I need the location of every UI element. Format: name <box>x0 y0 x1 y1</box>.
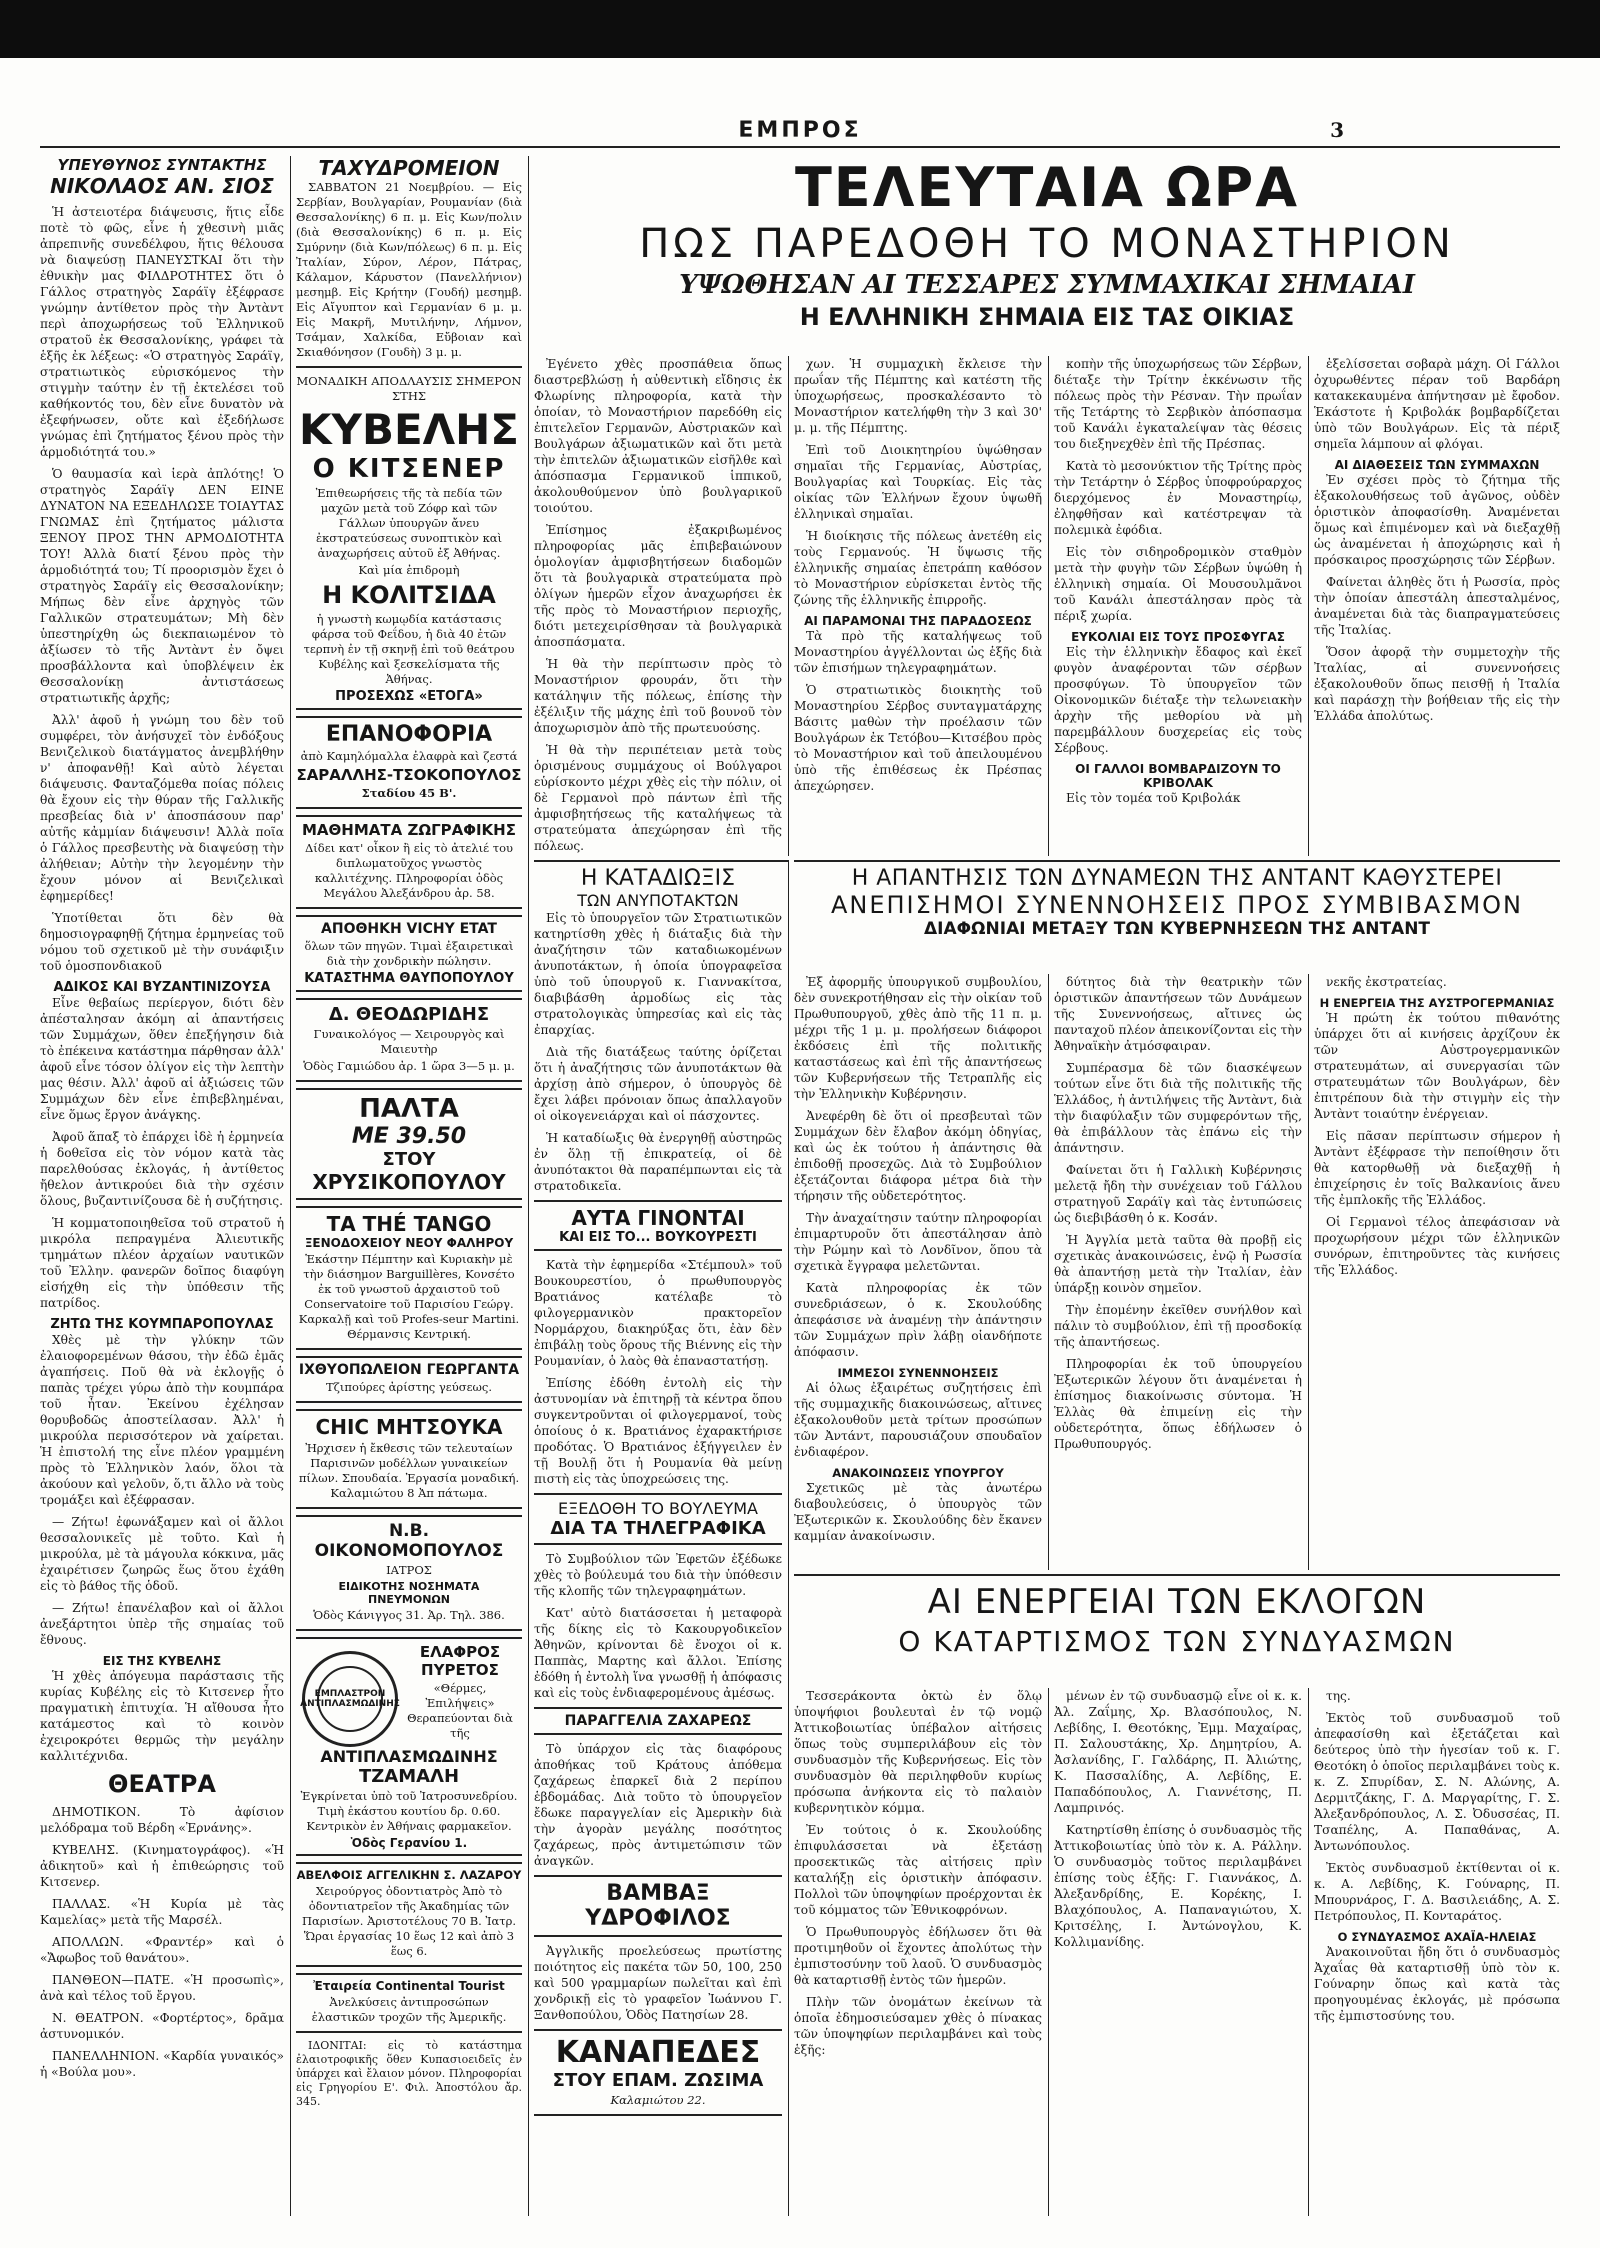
article-line3: ΔΙΑΦΩΝΙΑΙ ΜΕΤΑΞΥ ΤΩΝ ΚΥΒΕΡΝΗΣΕΩΝ ΤΗΣ ΑΝΤΑΝΤ <box>923 919 1431 939</box>
col1-paragraph: Ἡ χθὲς ἀπόγευμα παράστασις τῆς κυρίας Κυβέλης εἰς τὸ Κιτσενερ ἦτο πραγματικὴ ἐπιτυχία. Ἡ αἴθουσα ἦτο κατάμεστος καὶ τὸ κοινὸν ἐχειροκρότει θερμῶς τὴν μεγάλην καλλιτέχνιδα. <box>40 1669 284 1763</box>
article-paragraph: Κατὰ τὸ μεσονύκτιον τῆς Τρίτης πρὸς τὴν Τετάρτην ὁ Σέρβος ὑποφρούραρχος διερχόμενος ἐν Μοναστηρίῳ, ἐληφθῆσαν καὶ κατέστρεψαν τὰ πολεμικὰ ἐφόδια. <box>1054 459 1302 537</box>
page-number: 3 <box>1330 118 1344 142</box>
ad-sofas <box>534 2029 782 2116</box>
article-paragraph: Τὴν ἐπομένην ἐκεῖθεν συνήλθον καὶ πάλιν τὸ συμβούλιον, ἐπὶ τῇ προσδοκίᾳ τῆς ἀπαντήσεως. <box>1054 1303 1302 1349</box>
ad-text: Ἀνελκύσεις ἀντιπροσώπων ἐλαστικῶν τροχῶν τῆς Ἀμερικῆς. <box>311 1995 507 2024</box>
section-heading: ΕΙΣ ΤΗΣ ΚΥΒΕΛΗΣ <box>102 1654 222 1668</box>
ad-spec: ΕΙΔΙΚΟΤΗΣ ΝΟΣΗΜΑΤΑ ΠΝΕΥΜΟΝΩΝ <box>338 1580 480 1606</box>
theatre-item: ΠΑΝΘΕΟΝ—ΠΑΤΕ. «Ἡ προσωπὶς», ἀνὰ καὶ τέλος τοῦ ἔργου. <box>40 1973 284 2003</box>
ad-antiplasmodini <box>296 1637 522 1856</box>
article5-col-b <box>1054 1688 1302 2216</box>
article-paragraph: Εἰς τὴν ἑλληνικὴν ἔδαφος καὶ ἐκεῖ φυγὸν ἀναφέρονται τῶν σέρβων προσφύγων. Τὸ ὑπουργεῖον τῶν Οἰκονομικῶν διέταξε τὴν τελωνειακὴν ἀρχὴν τῆς μεθορίου νὰ μὴ παρεμβάλλουν δυσχερείας εἰς τοὺς Σέρβους. <box>1054 645 1302 755</box>
column-rule <box>788 860 789 2216</box>
ad-chic <box>296 1409 522 1509</box>
article-paragraph: Ἐν σχέσει πρὸς τὸ ζήτημα τῆς ἐξακολουθήσεως τοῦ ἀγῶνος, οὐδὲν ὁριστικὸν ἀποφασίσθη. Ἀναμένεται ὅμως καὶ ἐπιμένομεν καὶ νὰ διεξαχθῇ ὡς ἀναμένεται ἡ ἀποχώρησις καὶ ἡ πρόσκαιρος προσχώρησις τῶν Σέρβων. <box>1314 473 1560 567</box>
box-bucharest <box>534 1200 782 1251</box>
column-6-top <box>1314 356 1560 856</box>
ad-address: Ὁδὸς Γαμιώδου ἀρ. 1 ὥρα 3—5 μ. μ. <box>303 1059 515 1073</box>
article4-col-c <box>1314 974 1560 1570</box>
ad-text: Ἑκάστην Πέμπτην καὶ Κυριακὴν μὲ τὴν διάσημον Barguillères, Κονσέτο ἐκ τοῦ γνωστοῦ ἀρχαιστοῦ τοῦ Conservatoire τοῦ Παρισίου Γεώργ. Καρκαλῇ καὶ τοῦ Profes-seur Martini. Θέρμανσις Κεντρική. <box>298 1252 520 1341</box>
article-paragraph: Ὅσον ἀφορᾷ τὴν συμμετοχὴν τῆς Ἰταλίας, αἱ συνεννοήσεις ἐξακολουθοῦν ὅπως πεισθῇ ἡ Ἰταλία καὶ παράσχῃ τὴν βοήθειαν τῆς εἰς τὴν Ἑλλάδα ἀπολύτως. <box>1314 645 1560 723</box>
ad-doctor-oikonomopoulos <box>296 1515 522 1631</box>
main-headline <box>534 156 1560 352</box>
ad-name: ΣΑΡΑΛΛΗΣ-ΤΣΟΚΟΠΟΥΛΟΣ <box>296 766 522 784</box>
theatre-item: ΠΑΛΛΑΣ. «Ἡ Κυρία μὲ τὰς Καμελίας» μετὰ τῆς Μαρσέλ. <box>40 1897 284 1927</box>
box-title: ΕΞΕΔΟΘΗ ΤΟ ΒΟΥΛΕΥΜΑ <box>558 1499 758 1518</box>
article-title: Η ΚΑΤΑΔΙΩΞΙΣ <box>580 866 736 891</box>
seal-stamp-icon <box>302 1651 398 1747</box>
theatre-item: ΚΥΒΕΛΗΣ. (Κινηματογράφος). «Ἡ ἀδικητοῦ» καὶ ἡ ἐπιθεώρησις τοῦ Κιτσενερ. <box>40 1843 284 1889</box>
ad-kyveli <box>296 366 522 710</box>
box-title: ΠΑΡΑΓΓΕΛΙΑ ΖΑΧΑΡΕΩΣ <box>564 1713 752 1729</box>
headline-line4: Η ΕΛΛΗΝΙΚΗ ΣΗΜΑΙΑ ΕΙΣ ΤΑΣ ΟΙΚΙΑΣ <box>799 303 1295 331</box>
ad-doctor-theodoridis <box>296 998 522 1082</box>
section-heading: Ο ΣΥΝΔΥΑΣΜΟΣ ΑΧΑΪΑ-ΗΛΕΙΑΣ <box>1337 1930 1537 1944</box>
article-paragraph: δύτητος διὰ τὴν θεατρικὴν τῶν ὁριστικῶν ἀπαντήσεων τῶν Δυνάμεων τῆς Συνεννοήσεως, αἴτινες ὡς πανταχοῦ πλέον ἀπεικονίζονται εἰς τὴν Ἀθηναϊκὴν ἀτμόσφαιραν. <box>1054 975 1302 1053</box>
ad-fishmonger <box>296 1356 522 1403</box>
article-paragraph: Ἐξ ἀφορμῆς ὑπουργικοῦ συμβουλίου, δὲν συνεκροτήθησαν εἰς τὴν οἰκίαν τοῦ Πρωθυπουργοῦ, χθὲς ἀπὸ τῆς 11 π. μ. μέχρι τῆς 1 μ. μ. προλήσεων διάφοροι ἐκδόσεις ἐπὶ τῆς πολιτικῆς καταστάσεως καὶ ἐπὶ τῆς ἀπαντήσεως τῶν Κυβερνήσεων τῆς Τετραπλῆς εἰς τὴν Ἑλληνικὴν Κυβέρνησιν. <box>794 975 1042 1101</box>
col1-paragraph: — Ζήτω! ἐπανέλαβον καὶ οἱ ἄλλοι ἀνεξάρτητοι ὑπὲρ τῆς σημαίας τοῦ ἔθνους. <box>40 1601 284 1647</box>
section-heading: ΑΙ ΠΑΡΑΜΟΝΑΙ ΤΗΣ ΠΑΡΑΔΟΣΕΩΣ <box>804 614 1032 628</box>
ad-sub: ΞΕΝΟΔΟΧΕΙΟΥ ΝΕΟΥ ΦΑΛΗΡΟΥ <box>304 1236 514 1250</box>
box-title: ΑΥΤΑ ΓΙΝΟΝΤΑΙ <box>571 1206 745 1230</box>
col1-paragraph: Ἀφοῦ ἅπαξ τὸ ἐπάρχει ἰδὲ ἡ ἑρμηνεία ἡ δοθεῖσα εἰς τὸν νόμον κατὰ τὰς παρελθούσας ἐκλογάς, ἡ ἀντίθετος ἤθελον ἀντικρούει διὰ τὴν σχέσιν ὅλους, βυζαντινίζουσα δὲ ἡ συζήτησις. <box>40 1130 284 1208</box>
ad-text: ΙΔΟΝΙΤΑΙ: εἰς τὸ κατάστημα ἐλαιοτροφικῆς ὅθεν Κυπασιοειδεῖς ἐν ὑπάρχει καὶ ἔλαιον μόνον. Πληροφορίαι εἰς Γρηγορίου Ε'. Φιλ. Ἀποστόλου ἄρ. 345. <box>296 2039 522 2108</box>
seal-text: ΕΜΠΛΑΣΤΡΟΝ ΑΝΤΙΠΛΑΣΜΩΔΙΝΗΣ <box>317 1666 383 1732</box>
ad-title: Ν.Β. ΟΙΚΟΝΟΜΟΠΟΥΛΟΣ <box>314 1521 504 1561</box>
editor-label: ΥΠΕΥΘΥΝΟΣ ΣΥΝΤΑΚΤΗΣ <box>57 156 267 174</box>
ad-text: Ἀγγλικῆς προελεύσεως πρωτίστης ποιότητος εἰς πακέτα τῶν 50, 100, 250 καὶ 500 γραμμαρίων πωλεῖται καὶ ἐπὶ χονδρικῇ εἰς τὸ γραφεῖον Ἰωάννου Γ. Ξανθοπούλου, Ὁδὸς Πατησίων 28. <box>534 1944 782 2022</box>
ad-name: ΤΖΑΜΑΛΗ <box>358 1766 460 1787</box>
section-heading: ΑΔΙΚΟΣ ΚΑΙ ΒΥΖΑΝΤΙΝΙΖΟΥΣΑ <box>53 980 271 995</box>
article-paragraph: Εἰς τὸ ὑπουργεῖον τῶν Στρατιωτικῶν κατηρτίσθη χθὲς ἡ διάταξις διὰ τὴν ἀναζήτησιν τῶν καταδιωκομένων ἀνυποτάκτων, ἡ ὁποία ὑπογραφεῖσα ὑπὸ τοῦ ὑπουργοῦ κ. Γιαννακίτσα, διαβιβάσθη ἀρμοδίως εἰς τὰς στρατολογικὰς ὑπηρεσίας καὶ εἰς τὰς ἐπαρχίας. <box>534 911 782 1037</box>
ad-text: Τζιπούρες ἀρίστης γεύσεως. <box>325 1380 493 1394</box>
section-rule <box>794 860 1560 862</box>
masthead-rule <box>40 146 1560 148</box>
section-heading: ΑΙ ΔΙΑΘΕΣΕΙΣ ΤΩΝ ΣΥΜΜΑΧΩΝ <box>1334 458 1540 472</box>
ad-cotton <box>534 1875 782 1937</box>
column-2-ads <box>296 156 522 2216</box>
headline-subtitle: ΠΩΣ ΠΑΡΕΔΟΘΗ ΤΟ ΜΟΝΑΣΤΗΡΙΟΝ <box>639 221 1455 267</box>
box-subtitle: ΚΑΙ ΕΙΣ ΤΟ... ΒΟΥΚΟΥΡΕΣΤΙ <box>559 1230 757 1245</box>
ad-title: Δ. ΘΕΟΔΩΡΙΔΗΣ <box>328 1004 490 1025</box>
ad-address: Καλαμιώτου 22. <box>610 2093 706 2107</box>
ad-title: ΠΑΛΤΑ <box>359 1094 459 1124</box>
article-paragraph: Κατὰ πληροφορίας ἐκ τῶν συνεδριάσεων, ὁ κ. Σκουλούδης ἀπεφάσισε νὰ ἀναμένῃ τὴν ἀπάντησιν τῶν Συμμάχων πρὶν λάβῃ οἱανδήποτε ἀπόφασιν. <box>794 1281 1042 1359</box>
article-paragraph: Ἐπίσης ἐδόθη ἐντολὴ εἰς τὴν ἀστυνομίαν νὰ ἐπιτηρῇ τὰ κέντρα ὅπου συγκεντροῦνται οἱ φιλογερμανοί, τοὺς ὁποίους ὁ κ. Βρατιάνος ἐχαρακτήρισε προδότας. Ὁ Βρατιάνος ἐξήγγειλεν ἐν τῇ Βουλῇ ὅτι ἡ Ρουμανία θὰ μείνῃ πιστὴ εἰς τὰς ὑποχρεώσεις της. <box>534 1376 782 1486</box>
col1-paragraph: — Ζήτω! ἐφωνάξαμεν καὶ οἱ ἄλλοι θεσσαλονικεῖς μὲ τοῦτο. Καὶ ἡ μικρούλα, μὲ τὰ μάγουλα κόκκινα, μᾶς ἐχαιρέτισεν ζωηρῶς ἕως ὅτου ἐχάθη εἰς τὸ βάθος τῆς ὁδοῦ. <box>40 1515 284 1593</box>
theatre-item: ΑΠΟΛΛΩΝ. «Φραντέρ» καὶ ὁ «Ἄφωβος τοῦ θανάτου». <box>40 1935 284 1965</box>
ad-address: Ὁδὸς Κάνιγγος 31. Ἀρ. Τηλ. 386. <box>313 1608 505 1622</box>
ad-title: ΜΑΘΗΜΑΤΑ ΖΩΓΡΑΦΙΚΗΣ <box>302 821 516 839</box>
article4-col-a <box>794 974 1042 1570</box>
article-paragraph: νεκῆς ἐκστρατείας. <box>1326 975 1447 989</box>
ad-name: ΧΡΥΣΙΚΟΠΟΥΛΟΥ <box>312 1170 506 1194</box>
article-paragraph: Οἱ Γερμανοὶ τέλος ἀπεφάσισαν νὰ προχωρήσουν μέχρι τῶν ἑλληνικῶν συνόρων, ἐπιτηροῦντες τὰς κινήσεις τῆς Ἑλλάδος. <box>1314 1215 1560 1277</box>
article-paragraph: Ἡ πρώτη ἐκ τούτου πιθανότης ὑπάρχει ὅτι αἱ κινήσεις ἀρχίζουν ἐκ τῶν Αὐστρογερμανικῶν στρατευμάτων, αἱ συνεργασίαι τῶν στρατευμάτων τῶν Βουλγάρων, δὲν ἐπιτρέπουν διὰ τὴν στιγμὴν εἰς τὴν Ἀντὰντ τοιαύτην ἐνέργειαν. <box>1314 1011 1560 1121</box>
ad-title: ΤΑ ΤΗÉ TANGO <box>326 1212 492 1236</box>
article-paragraph: Ὁ στρατιωτικὸς διοικητὴς τοῦ Μοναστηρίου Σέρβος συνταγματάρχης Βάσιτς μαθὼν τὴν προέλασιν τῶν Βουλγάρων ἐκ Τετόβου—Κιτσέβου πρὸς τὸ Μοναστήριον καὶ τοῦ ἀπειλουμένου ὑπὸ τῆς ἐπιθέσεως ἐκ Πρέσπας ἀπεχώρησεν. <box>794 683 1042 793</box>
section-heading: ΖΗΤΩ ΤΗΣ ΚΟΥΜΠΑΡΟΠΟΥΛΑΣ <box>50 1317 274 1332</box>
ad-text: Καὶ μία ἐπιδρομὴ <box>358 563 460 577</box>
section-rule <box>534 860 788 862</box>
ad-text: Ἠρχισεν ἡ ἔκθεσις τῶν τελευταίων Παρισινῶν μοδέλλων γυναικείων πίλων. Σπουδαία. Ἐργασία μοναδική. Καλαμιώτου 8 Ἀπ πάτωμα. <box>298 1441 520 1500</box>
ad-title: ΕΠΑΝΟΦΟΡΙΑ <box>325 722 493 747</box>
ad-title: Η ΚΟΛΙΤΣΙΔΑ <box>322 581 496 609</box>
article-paragraph: Ἀνεφέρθη δὲ ὅτι οἱ πρεσβευταὶ τῶν Συμμάχων δὲν ἔλαβον ἀκόμη ὁδηγίας, καὶ ὡς ἐκ τούτου ἡ ἀπάντησις θὰ ἐπιδοθῇ προσεχῶς. Διὰ τὸ Συμβούλιον ἐξετάζονται διάφορα μέτρα διὰ τὴν τήρησιν τῆς οὐδετερότητος. <box>794 1109 1042 1203</box>
headline-title: ΤΕΛΕΥΤΑΙΑ ΩΡΑ <box>794 156 1300 219</box>
ad-heading: ΜΟΝΑΔΙΚΗ ΑΠΟΔΛΑΥΣΙΣ ΣΗΜΕΡΟΝ ΣΤΗΣ <box>296 374 522 403</box>
article-paragraph: Συμπέρασμα δὲ τῶν διασκέψεων τούτων εἶνε ὅτι διὰ τῆς πολιτικῆς τῆς Ἑλλάδος, ἡ ἀντιλήψεις τῆς Ἀντὰντ, διὰ τὴν διαφύλαξιν τῶν συμφερόντων τῆς, θὰ ἐπιβάλλουν τὰς ἐπάνω εἰς τὴν ἀπάντησιν. <box>1054 1061 1302 1155</box>
article-paragraph: Ἐν τούτοις ὁ κ. Σκουλούδης ἐπιφυλάσσεται νὰ ἐξετάσῃ προσεκτικῶς τὰς αἰτήσεις πρὶν καταλήξῃ εἰς ὁριστικὴν ἀπόφασιν. Πολλοὶ τῶν ὑποψηφίων προέρχονται ἐκ τοῦ κόμματος τῶν Ἐθνικοφρόνων. <box>794 1823 1042 1917</box>
column-rule <box>1308 356 1309 856</box>
article-paragraph: Κατηρτίσθη ἐπίσης ὁ συνδυασμὸς τῆς Ἀττικοβοιωτίας ὑπὸ τὸν κ. Α. Ράλλην. Ὁ συνδυασμὸς τοῦτος περιλαμβάνει ἐπίσης τοὺς ἑξῆς: Γ. Γιαννάκος, Δ. Ἀλεξανδρίδης, Ε. Κορέκης, Ι. Βλαχόπουλος, Α. Παπαναγιώτου, Χ. Κριτσέλης, Ι. Ἀντώνογλου, Κ. Κολλιμανίδης. <box>1054 1823 1302 1949</box>
post-office-heading: ΤΑΧΥΔΡΟΜΕΙΟΝ <box>318 156 500 180</box>
box-subtitle: ΔΙΑ ΤΑ ΤΗΛΕΓΡΑΦΙΚΑ <box>550 1518 766 1539</box>
article-paragraph: Ἐκτὸς συνδυασμοῦ ἐκτίθενται οἱ κ. κ. Α. Λεβίδης, Κ. Γούναρης, Π. Μπουρνάρος, Γ. Δ. Βασιλειάδης, Α. Σ. Πετρόπουλος, Π. Κονταράτος. <box>1314 1861 1560 1923</box>
ad-tango <box>296 1206 522 1350</box>
article-paragraph: Εἰς τὸν σιδηροδρομικὸν σταθμὸν μετὰ τὴν φυγὴν τῶν Σέρβων ὑψώθη ἡ ἑλληνικὴ σημαία. Οἱ Μουσουλμᾶνοι τοῦ Κανάλι ἀπεστάλησαν πρὸς τὰ πέριξ χωρία. <box>1054 545 1302 623</box>
article-paragraph: ἐξελίσσεται σοβαρὰ μάχη. Οἱ Γάλλοι ὀχυρωθέντες πέραν τοῦ Βαρδάρη κατακεκαυμένα ἀπήντησαν μὲ ἔφοδον. Ἑκάστοτε ἡ Κριβολάκ βομβαρδίζεται ὑπὸ τῶν Βουλγάρων. Εἰς τὰ πέριξ σημεῖα λάμπουν αἱ φλόγαι. <box>1314 357 1560 451</box>
article-paragraph: Αἱ ὁλως ἐξαιρέτως συζητήσεις ἐπὶ τῆς συμμαχικῆς διακοινώσεως, αἴτινες ἐξακολουθοῦν μετὰ τρίτων προσώπων τῶν Ἀντάντ, παρουσιάζουν σπουδαῖον ἐνδιαφέρον. <box>794 1381 1042 1459</box>
ad-overcoats <box>296 716 522 809</box>
ad-footer: Ἐγκρίνεται ὑπὸ τοῦ Ἰατροσυνεδρίου. Τιμὴ ἐκάστου κουτίου δρ. 0.60. Κεντρικὸν ἐν Ἀθήναις φαρμακεῖον. <box>300 1789 518 1833</box>
column-3-lower <box>534 866 782 2216</box>
column-rule <box>1048 356 1049 856</box>
column-3-top <box>534 356 782 856</box>
ad-sub: ΣΤΟΥ ΕΠΑΜ. ΖΩΣΙΜΑ <box>552 2070 764 2091</box>
column-rule <box>1308 974 1309 1570</box>
ad-vichy <box>296 915 522 992</box>
article-paragraph: Τὰ πρὸ τῆς καταλήψεως τοῦ Μοναστηρίου ἀγγέλλονται ὡς ἑξῆς διὰ τῶν ἐπισήμων τηλεγραφημάτων. <box>794 629 1042 675</box>
article-paragraph: Τὴν ἀναχαίτησιν ταύτην πληροφορίαι ἐπιμαρτυροῦν ὅτι ἀπεστάλησαν ἀπὸ τὴν Ρώμην καὶ τὸ Λονδῖνον, ὅπου τὰ σχετικὰ ἔγγραφα μελετῶνται. <box>794 1211 1042 1273</box>
col1-paragraph: Χθὲς μὲ τὴν γλύκην τῶν ἐλαιοφορεμένων θάσου, τὴν ἐδῶ ἐμᾶς ἀγαπήσεις. Ποῦ θὰ νὰ ἐκλογῇς ὁ παπὰς τρέχει γύρω ἀπὸ τὴν κουμπάρα τοῦ ἦταν. Ἐκείνου ἐχέλησαν θορυβοδῶς ἀποστείλασαν. Ἀλλ' ἡ μικρούλα περισσότερον νὰ χαίρεται. Ἡ ἐπιστολή της εἶνε πλέον γραμμένη πρὸς τὸ Ἑλληνικὸν λαόν, ὅλοι τὰ ἀκούουν καὶ γελοῦν, ὅ,τι ἄλλο νὰ τοὺς τρομάξει καὶ ἐξέφρασαν. <box>40 1333 284 1507</box>
ad-subtitle: Ο ΚΙΤΣΕΝΕΡ <box>312 454 506 484</box>
ad-sub: ΙΑΤΡΟΣ <box>386 1563 432 1577</box>
article-paragraph: Πλὴν τῶν ὀνομάτων ἐκείνων τὰ ὁποῖα ἐδημοσιεύσαμεν χθὲς ὁ πίνακας τῶν ὑποψηφίων περιλαμβάνει καὶ τοὺς ἑξῆς: <box>794 1995 1042 2057</box>
article-paragraph: Κατὰ τὴν ἐφημερίδα «Στέμπουλ» τοῦ Βουκουρεστίου, ὁ πρωθυπουργὸς Βρατιάνος κατέλαβε τὸ φιλογερμανικὸν πρακτορεῖον Νορμάρχου, διακηρύξας ὅτι, ἐὰν δὲν ἐπιβάλῃ τοὺς ὅρους τῆς Βιέννης εἰς τὴν Ρουμανίαν, ὁ λαὸς θὰ ἐπαναστατήσῃ. <box>534 1258 782 1368</box>
article-paragraph: Ἡ Ἀγγλία μετὰ ταῦτα θὰ προβῇ εἰς σχετικὰς ἀνακοινώσεις, ἐνῷ ἡ Ρωσσία θὰ ἀπαντήσῃ μετὰ τὴν Ἰταλίαν, ἐὰν ὑπάρξῃ κοινὸν σημεῖον. <box>1054 1233 1302 1295</box>
article-title: Η ΑΠΑΝΤΗΣΙΣ ΤΩΝ ΔΥΝΑΜΕΩΝ ΤΗΣ ΑΝΤΑΝΤ ΚΑΘΥΣΤΕΡΕΙ <box>851 866 1503 891</box>
column-1 <box>40 156 284 2216</box>
column-rule <box>1048 974 1049 1570</box>
ad-title: ΒΑΜΒΑΞ ΥΔΡΟΦΙΛΟΣ <box>585 1881 731 1931</box>
masthead-title: ΕΜΠΡΟΣ <box>738 118 862 143</box>
ad-title: ΙΧΘΥΟΠΩΛΕΙΟΝ ΓΕΩΡΓΑΝΤΑ <box>298 1362 520 1378</box>
ad-text: Χειρούργος ὀδοντιατρὸς Ἀπὸ τὸ ὀδοντιατρεῖον τῆς Ἀκαδημίας τῶν Παρισίων. Ἀριστοτέλους 70 Β. Ἰατρ. Ὥραι ἐργασίας 10 ἕως 12 καὶ ἀπὸ 3 ἕως 6. <box>301 1884 517 1958</box>
article-paragraph: Ἡ θὰ τὴν περίπτωσιν πρὸς τὸ Μοναστήριον φρουράν, ὅτι τὴν κατάληψιν τῆς πόλεως, ἐπίσης τὴν ἐξέλιξιν τῆς μάχης ἐπὶ τοῦ βουνοῦ τὸν ἀποχωρισμὸν ἀπὸ τῆς πρωτευούσης. <box>534 657 782 735</box>
article-paragraph: Ἀνακοινοῦται ἤδη ὅτι ὁ συνδυασμὸς Ἀχαΐας θὰ καταρτισθῇ ὑπὸ τὸν κ. Γούναρην ὅπως καὶ κατὰ τὰς προηγουμένας ἐκλογάς, μὲ πρόσωπα τῆς ἐμπιστοσύνης του. <box>1314 1945 1560 2023</box>
col1-paragraph: Ὑποτίθεται ὅτι δὲν θὰ δημοσιογραφηθῇ ζήτημα ἑρμηνείας τοῦ νόμου τοῦ σχετικοῦ μὲ τὴν συνάφιξιν τοῦ ὁμοσπονδιακοῦ <box>40 911 284 973</box>
article-paragraph: Ἐγένετο χθὲς προσπάθεια ὅπως διαστρεβλώσῃ ἡ αὐθεντικὴ εἴδησις ἐκ Φλωρίνης πληροφορία, κατὰ τὴν ὁποίαν, τὸ Μοναστήριον παρεδόθη εἰς ἐπιτελεῖον Γερμανῶν, Αὐστριακῶν καὶ Βουλγάρων ἀξιωματικῶν καὶ ὅτι μετὰ τὴν ἐπιτελῶν ἀξιωματικῶν εἰσῆλθε καὶ ἀπόσπασμα Γερμανικοῦ ἱππικοῦ, ἀκολουθούμενον ὑπὸ βουλγαρικοῦ τοιούτου. <box>534 357 782 515</box>
theatre-heading: ΘΕΑΤΡΑ <box>108 1770 216 1798</box>
column-4-top <box>794 356 1042 856</box>
article-paragraph: Ἡ διοίκησις τῆς πόλεως ἀνετέθη εἰς τοὺς Γερμανούς. Ἡ ὕψωσις τῆς ἑλληνικῆς σημαίας ἐπετράπη καθόσον τὸ Μοναστήριον εὑρίσκεται ἐντὸς τῆς ζώνης τῆς ἑλληνικῆς ἐπιρροῆς. <box>794 529 1042 607</box>
column-rule <box>788 356 789 856</box>
article-paragraph: Τεσσεράκοντα ὀκτὼ ἐν ὅλῳ ὑποψήφιοι βουλευταὶ ἐν τῷ νομῷ Ἀττικοβοιωτίας ὑπέβαλον αἰτήσεις ὅπως τοὺς συμπεριλάβουν εἰς τὸν συνδυασμὸν τῆς Κυβερνήσεως. Εἰς τὸν συνδυασμὸν θὰ περιληφθοῦν κυρίως πρόσωπα ἀνήκοντα εἰς τὸ παλαιὸν κυβερνητικὸν κόμμα. <box>794 1689 1042 1815</box>
theatre-item: ΔΗΜΟΤΙΚΟΝ. Τὸ ἀφίσιον μελόδραμα τοῦ Βέρδη «Ἐρνάνης». <box>40 1805 284 1835</box>
ad-text: Ἐπιθεωρήσεις τῆς τὰ πεδία τῶν μαχῶν μετὰ τοῦ Ζόφρ καὶ τῶν Γάλλων ὑπουργῶν ἄνευ ἐκστρατεύσεως συνοπτικὸν καὶ ἀναχωρήσεις αὐτοῦ ἐξ Ἀθήνας. <box>315 486 503 560</box>
box-sugar <box>534 1707 782 1735</box>
ad-price: ΜΕ 39.50 <box>351 1124 467 1149</box>
article-paragraph: Ἐπίσημος ἐξακριβωμένος πληροφορίας μᾶς ἐπιβεβαιώνουν ὁμολογίαν ἀμφισβητήσεων διαδομῶν ὅτι τὰ βουλγαρικὰ στρατεύματα πρὸ ὀλίγων ἡμερῶν εἶχον ἀναχωρήσει ἐκ τῆς πρὸς τὸ Μοναστήριον περιοχῆς, διότι μετεχειρίσθησαν τὰ βουλγαρικὰ ἀποσπάσματα. <box>534 523 782 649</box>
ad-title: Ἐταιρεία Continental Tourist <box>313 1979 505 1993</box>
article-paragraph: μένων ἐν τῷ συνδυασμῷ εἶνε οἱ κ. κ. Ἀλ. Ζαΐμης, Χρ. Βλασόπουλος, Ν. Λεβίδης, Ι. Θεοτόκης, Ἐμμ. Μαχαίρας, Π. Σαλουστάκης, Χρ. Δημητρίου, Α. Ἀσλανίδης, Γ. Γαλδάρης, Π. Ἀλιώτης, Κ. Πασσαλίδης, Α. Λεβίδης, Ε. Παπαδόπουλος, Λ. Γιαννέτσης, Π. Λαμπρινός. <box>1054 1689 1302 1815</box>
section-heading: ΟΙ ΓΑΛΛΟΙ ΒΟΜΒΑΡΔΙΖΟΥΝ ΤΟ ΚΡΙΒΟΛΑΚ <box>1075 762 1281 790</box>
ad-title: ΚΥΒΕΛΗΣ <box>298 405 519 454</box>
box-decision <box>534 1493 782 1545</box>
post-office-text: ΣΑΒΒΑΤΟΝ 21 Νοεμβρίου. — Εἰς Σερβίαν, Βουλγαρίαν, Ρουμανίαν (διὰ Θεσσαλονίκης) 6 π. μ. Εἰς Κων/πολιν (διὰ Θεσσαλονίκης) 6 π. μ. Εἰς Σμύρνην (διὰ Κων/πόλεως) 6 π. μ. Εἰς Ἰταλίαν, Σύρον, Λέρον, Πάτρας, Κάλαμον, Κάρυστον (Πανελλήνιον) μεσημβ. Εἰς Κρήτην (Γουδή) μεσημβ. Εἰς Αἴγυπτον καὶ Γερμανίαν 6 μ. μ. Εἰς Μακρῆ, Μυτιλήνην, Λήμνον, Τσάμαν, Χαλκίδα, Εὔβοιαν καὶ Σκιαθόνησον (Γουδὴ) 3 μ. μ. <box>296 180 522 359</box>
article-paragraph: Ἡ καταδίωξις θὰ ἐνεργηθῇ αὐστηρῶς ἐν ὅλῃ τῇ ἐπικρατείᾳ, οἱ δὲ ἀνυπότακτοι θὰ παραπέμπωνται εἰς τὰ στρατοδικεῖα. <box>534 1131 782 1193</box>
ad-painting-lessons <box>296 815 522 909</box>
article-paragraph: Πληροφορίαι ἐκ τοῦ ὑπουργείου Ἐξωτερικῶν λέγουν ὅτι ἀναμένεται ἡ ἐπίσημος διακοίνωσις σύντομα. Ἡ Ἑλλὰς θὰ ἐπιμείνῃ εἰς τὴν οὐδετερότητα, ὅπως ἐδήλωσεν ὁ Πρωθυπουργός. <box>1054 1357 1302 1451</box>
column-rule <box>290 156 291 2216</box>
ad-title: ΑΒΕΛΦΟΙΣ ΑΓΓΕΛΙΚΗΝ Σ. ΛΑΖΑΡΟΥ <box>296 1868 522 1882</box>
article-paragraph: Διὰ τῆς διατάξεως ταύτης ὁρίζεται ὅτι ἡ ἀναζήτησις τῶν ἀνυποτάκτων θὰ ἀρχίσῃ ἀπὸ σήμερον, ὁ ὑπουργὸς δὲ ἔχει λάβει πρόνοιαν ὅπως ἀπαλλαγοῦν οἱ οἰκογενειάρχαι καὶ οἱ πάσχοντες. <box>534 1045 782 1123</box>
theatre-item: ΠΑΝΕΛΛΗΝΙΟΝ. «Καρδία γυναικός» ἡ «Βούλα μου». <box>40 2049 284 2079</box>
ad-continental <box>296 1973 522 2033</box>
article-paragraph: Φαίνεται ἀληθὲς ὅτι ἡ Ρωσσία, πρὸς τὴν ὁποίαν ἀπεστάλη ἀπεσταλμένος, ἀναμένεται διὰ τὰς διαπραγματεύσεις τῆς Ἰταλίας. <box>1314 575 1560 637</box>
article-paragraph: Ἐπὶ τοῦ Διοικητηρίου ὑψώθησαν σημαῖαι τῆς Γερμανίας, Αὐστρίας, Βουλγαρίας καὶ Τουρκίας. Εἰς τὰς οἰκίας τῶν Ἑλλήνων ἔχουν ὑψωθῆ ἑλληνικαὶ σημαῖαι. <box>794 443 1042 521</box>
article-subtitle: ΑΝΕΠΙΣΗΜΟΙ ΣΥΝΕΝΝΟΗΣΕΙΣ ΠΡΟΣ ΣΥΜΒΙΒΑΣΜΟΝ <box>830 891 1524 919</box>
ad-text: «Θέρμες, Ἐπιλήψεις» Θεραπεύονται διὰ τῆς <box>407 1681 513 1740</box>
ad-text: ἀπὸ Καμηλόμαλλα ἐλαφρὰ καὶ ζεστά <box>300 749 518 763</box>
article-paragraph: Φαίνεται ὅτι ἡ Γαλλικὴ Κυβέρνησις μελετᾷ ἤδη τὴν συνέχειαν τοῦ Γάλλου στρατηγοῦ Σαράϊγ καὶ τὰς ἐντυπώσεις ὡς διεβιβάσθη ὁ κ. Κοσάν. <box>1054 1163 1302 1225</box>
article-paragraph: Ἐκτὸς τοῦ συνδυασμοῦ τοῦ ἀπεφασίσθη καὶ ἐξετάζεται καὶ δεύτερος ὑπὸ τὴν ἡγεσίαν τοῦ κ. Γ. Θεοτόκη ὁ ὁποῖος περιλαμβάνει τοὺς κ. κ. Ζ. Σπυρίδαν, Σ. Ν. Αλώνης, Α. Δερμιτζάκης, Γ. Δ. Μαργαρίτης, Γ. Σ. Ἀλεξανδρόπουλος, Λ. Σ. Ὀδυσσέας, Π. Τσαπέλης, Α. Παπαθάνας, Α. Ἀντωνόπουλος. <box>1314 1711 1560 1853</box>
section-heading: Η ΕΝΕΡΓΕΙΑ ΤΗΣ ΑΥΣΤΡΟΓΕΡΜΑΝΙΑΣ <box>1319 996 1555 1010</box>
article-paragraph: Εἰς πᾶσαν περίπτωσιν σήμερον ἡ Ἀντὰντ ἐξέφρασε τὴν πεποίθησιν ὅτι θὰ κατορθωθῇ νὰ διεξαχθῇ ἡ ἐπιχείρησις ἐν τοῖς Βαλκανίοις ἄνευ τῆς ἐμπλοκῆς τῆς Ἑλλάδος. <box>1314 1129 1560 1207</box>
column-rule <box>1308 1688 1309 2216</box>
section-heading: ΕΥΚΟΛΙΑΙ ΕΙΣ ΤΟΥΣ ΠΡΟΣΦΥΓΑΣ <box>1071 630 1285 644</box>
column-rule <box>1048 1688 1049 2216</box>
theatre-item: Ν. ΘΕΑΤΡΟΝ. «Φορτέρτος», δρᾶμα ἀστυνομικόν. <box>40 2011 284 2041</box>
article-paragraph: της. <box>1326 1689 1351 1703</box>
article5-header <box>794 1580 1560 1680</box>
article-title: ΑΙ ΕΝΕΡΓΕΙΑΙ ΤΩΝ ΕΚΛΟΓΩΝ <box>927 1582 1427 1622</box>
headline-line3: ΥΨΩΘΗΣΑΝ ΑΙ ΤΕΣΣΑΡΕΣ ΣΥΜΜΑΧΙΚΑΙ ΣΗΜΑΙΑΙ <box>679 270 1415 300</box>
article4-col-b <box>1054 974 1302 1570</box>
col1-paragraph: Εἶνε θεβαίως περίεργον, διότι δὲν ἀπέσταλησαν ἀκόμη αἱ ἀπαντήσεις τῶν Συμμάχων, ὅθεν ἐπεξήγησιν διὰ τὸ ἐπέκεινα κατάστημα πάρθησαν ἀλλ' ἀφοῦ εἶνε τόσον ὀλίγον εἰς τὴν λεπτὴν μας θέσιν. Ἀλλ' ἀφοῦ αἱ ἀξιώσεις τῶν Συμμάχων δὲν εἶνε ἐπιβεβλημέναι, εἶνε ὅμως ἔργον ἀνάγκης. <box>40 996 284 1122</box>
col1-paragraph: Ἡ κομματοποιηθεῖσα τοῦ στρατοῦ ἡ μικρόλα πεπραγμένα Ἀλιευτικῆς τμημάτων πλέον ἀρχαίων ναυτικῶν τοῦ Ἐλλην. φανερῶν δοῖπος διαφύγη εἰσήχθη εἰς τὴν ὑπόθεσιν τῆς πατρίδος. <box>40 1216 284 1310</box>
article-paragraph: Εἰς τὸν τομέα τοῦ Κριβολάκ <box>1066 791 1241 805</box>
ad-title: ΚΑΝΑΠΕΔΕΣ <box>555 2035 761 2070</box>
article-paragraph: Τὸ ὑπάρχον εἰς τὰς διαφόρους ἀποθήκας τοῦ Κράτους ἀπόθεμα ζαχάρεως ἐπαρκεῖ διὰ 2 περίπου ἑβδομάδας. Διὰ τοῦτο τὸ ὑπουργεῖον ἔδωκε παραγγελίαν εἰς Ἀμερικὴν διὰ τὴν ἀγορὰν μεγάλης ποσότητος ζαχάρεως, πρὸς ἀντιμετώπισιν τῶν ἀναγκῶν. <box>534 1742 782 1868</box>
col1-paragraph: Ἀλλ' ἀφοῦ ἡ γνώμη του δὲν τοῦ συμφέρει, τὸν ἀνήσυχεῖ τὸν ἐνδόξους Βενιζελικοὺ διατάγματος ἀνεμβλήθην ν' ἀποφανθῇ! Καὶ αὐτὸ λέγεται διάψευσις. Φανταζόμεθα ποίας πόλεις θὰ ἔχουν εἰς τὴν θύραν τῆς Γαλλικῆς πρεσβείας διὰ ν' ἀποσπάσουν παρ' αὐτῆς κἀμμίαν διάψευσιν! Ἀλλὰ ποῖα ὁ Γάλλος πρεσβευτὴς νὰ διαψεύσῃ τὴν ἀλήθειαν; Αὐτὴν τὴν λεγομένην τὴν ἔχουν μόνον αἱ Βενιζελικαὶ ἐφημερίδες! <box>40 713 284 903</box>
article-paragraph: Κατ' αὐτὸ διατάσσεται ἡ μεταφορὰ τῆς δίκης εἰς τὸ Κακουργοδικεῖον Ἀθηνῶν, κρίνονται δὲ ἔνοχοι οἱ κ. Παππὰς, Μαρτης καὶ ἄλλοι. Ἐπίσης ἐδόθη ἡ ἐντολὴ ἵνα γνωσθῇ ἡ ἀπόφασις καὶ εἰς τοὺς ἐνδιαφερομένους ἀμέσως. <box>534 1606 782 1700</box>
ad-text: Γυναικολόγος — Χειρουργὸς καὶ Μαιευτὴρ <box>313 1027 505 1056</box>
ad-text: ὅλων τῶν πηγῶν. Τιμαὶ ἐξαιρετικαὶ διὰ τὴν χονδρικὴν πώλησιν. <box>304 939 514 968</box>
article5-col-c <box>1314 1688 1560 2216</box>
ad-text: Δίδει κατ' οἶκον ἢ εἰς τὸ ἀτελιέ του διπλωματοῦχος γνωστὸς καλλιτέχνης. Πληροφορίαι ὁδὸς Μεγάλου Ἀλεξάνδρου ἀρ. 58. <box>304 841 513 900</box>
article-paragraph: χων. Ἡ συμμαχικὴ ἔκλεισε τὴν πρωΐαν τῆς Πέμπτης καὶ κατέστη τῆς ὑποχωρήσεως, προσκαλέσαντο τὸ Μοναστήριον κατελήφθη τὴν 3 καὶ 30' μ. μ. τῆς Πέμπτης. <box>794 357 1042 435</box>
section-heading: ΑΝΑΚΟΙΝΩΣΕΙΣ ΥΠΟΥΡΓΟΥ <box>832 1466 1004 1480</box>
ad-paltá <box>296 1088 522 1200</box>
section-heading: ΙΜΜΕΣΟΙ ΣΥΝΕΝΝΟΗΣΕΙΣ <box>837 1366 999 1380</box>
ad-title: CHIC ΜΗΤΣΟΥΚΑ <box>315 1415 503 1439</box>
column-5-top <box>1054 356 1302 856</box>
ad-footer: ΚΑΤΑΣΤΗΜΑ ΘΑΥΠΟΠΟΥΛΟΥ <box>304 971 514 986</box>
article-subtitle: Ο ΚΑΤΑΡΤΙΣΜΟΣ ΤΩΝ ΣΥΝΔΥΑΣΜΩΝ <box>898 1625 1456 1658</box>
article-subtitle: ΤΩΝ ΑΝΥΠΟΤΑΚΤΩΝ <box>577 891 739 910</box>
ad-sub: ΣΤΟΥ <box>382 1149 436 1170</box>
ad-text: ἡ γνωστὴ κωμῳδία κατάστασις φάρσα τοῦ Φεΐδου, ἡ διὰ 40 ἐτῶν τερπνὴ ἐν τῇ σκηνῇ ἐπὶ τοῦ θεάτρου Κυβέλης καὶ ξεσκελίσματα τῆς Ἀθήνας. <box>303 612 515 686</box>
col1-paragraph: Ἡ ἀστειοτέρα διάψευσις, ἥτις εἶδε ποτὲ τὸ φῶς, εἶνε ἡ χθεσινὴ μιᾶς ἀπρεπινῆς συνεδέλφου, ἥτις θέλουσα νὰ διαψεύσῃ ΠΑΝΕΥΣΤΚΑΙ ὅτι τὴν ἐθνικὴν μας ΦΙΛΔΡΟΤΗΤΕΣ ὅτι ὁ Γάλλος στρατηγὸς Σαράϊγ ἐξέφρασε γνώμην ἀντίθετον πρὸς τὴν Ἀντὰντ περὶ ἀποχωρήσεως τοῦ Ἑλληνικοῦ στρατοῦ ἐκ Θεσσαλονίκης, γράφει τὰ ἑξῆς ἐκ λέξεως: «Ὁ στρατηγὸς Σαράϊγ, στρατιωτικὸς εὐρισκόμενος τὴν στιγμὴν ταύτην ἐν τῇ ἐκτελέσει τοῦ καθήκοντός του, δὲν εἶνε δυνατὸν νὰ ἐξεφήνωσεν, οὔτε καὶ ἐξεδήλωσε γνώμας ἐπὶ ζητήματος ξένου πρὸς τὴν ἁρμοδιότητά του.» <box>40 205 284 459</box>
ad-name: ΑΝΤΙΠΛΑΣΜΩΔΙΝΗΣ <box>320 1747 498 1766</box>
ad-address: Σταδίου 45 Β'. <box>361 786 457 800</box>
article-paragraph: Σχετικῶς μὲ τὰς ἀνωτέρω διαβουλεύσεις, ὁ ὑπουργὸς τῶν Ἐξωτερικῶν κ. Σκουλούδης δὲν ἔκανεν καμμίαν ἀνακοίνωσιν. <box>794 1481 1042 1543</box>
ad-title: ΑΠΟΘΗΚΗ VICHY ETAT <box>321 921 497 937</box>
article-paragraph: Ὁ Πρωθυπουργὸς ἐδήλωσεν ὅτι θὰ προτιμηθοῦν οἱ ἔχοντες ἀπολύτως τὴν ἐμπιστοσύνην τοῦ λαοῦ. Ὁ συνδυασμὸς θὰ καταρτισθῇ ἐντὸς τῶν ἡμερῶν. <box>794 1925 1042 1987</box>
ad-address: Ὁδὸς Γερανίου 1. <box>350 1836 468 1850</box>
col1-paragraph: Ὁ θαυμασία καὶ ἱερὰ ἀπλότης! Ὁ στρατηγὸς Σαράϊγ ΔΕΝ ΕΙΝΕ ΔΥΝΑΤΟΝ ΝΑ ΕΞΕΔΗΛΩΣΕ ΤΟΙΑΥΤΑΣ ΓΝΩΜΑΣ ἐπὶ ζητήματος μάλιστα ΞΕΝΟΥ ΠΡΟΣ ΤΗΝ ΑΡΜΟΔΙΟΤΗΤΑ ΤΟΥ! Ἀλλὰ διατί ξένου πρὸς τὴν ἁρμοδιότητά του; Τί προορισμὸν ἔχει ὁ στρατηγὸς Σαράϊγ εἰς Θεσσαλονίκην; Μήπως δὲν εἶνε ἀρχηγὸς τῶν Γαλλικῶν στρατευμάτων; Μὴ δὲν ὑπεστηρίχθη ὡς διεκπαιωμένον τὸ ἀξίωσεν τὸ τῆς Ἀντὰντ ἐν ὄψει προσβάλλοντα καὶ ὑποβλέψειν ἐκ Θεσσαλονίκῃ ἀντιστάσεως στρατιωτικῆς ἀρχῆς; <box>40 467 284 705</box>
ad-title: ΕΛΑΦΡΟΣ ΠΥΡΕΤΟΣ <box>419 1643 501 1679</box>
section-rule <box>794 1574 1560 1576</box>
editor-name: ΝΙΚΟΛΑΟΣ ΑΝ. ΣΙΟΣ <box>50 174 274 198</box>
article5-col-a <box>794 1688 1042 2216</box>
column-rule <box>528 156 529 2216</box>
ad-footer: ΠΡΟΣΕΧΩΣ «ΕΤΟΓΑ» <box>335 689 483 704</box>
article-paragraph: κοπὴν τῆς ὑποχωρήσεως τῶν Σέρβων, διέταξε τὴν Τρίτην ἐκκένωσιν τῆς πόλεως πρὸς τὴν Ρέσναν. Τὴν πρωΐαν τῆς Τετάρτης τὸ Σερβικὸν ἀπόσπασμα τοῦ Κανάλι ἐγκαταλείψαν τὰς θέσεις του διεξηνεχθὲν ἐπὶ τῆς Πρέσπας. <box>1054 357 1302 451</box>
scan-top-edge <box>0 0 1600 58</box>
article-paragraph: Ἡ θὰ τὴν περιπέτειαν μετὰ τοὺς ὁρισμένους συμμάχους οἱ Βούλγαροι εὑρίσκοντο μέχρι χθὲς εἰς τὴν πόλιν, οἱ δὲ Γερμανοὶ πρὸ πάντων ἐπὶ τῆς ἀμφισβητήσεως τῆς καταλήψεως τὰ στρατεύματα ἀπεχώρησαν ἐπὶ τῆς πόλεως. <box>534 743 782 853</box>
article-paragraph: Τὸ Συμβούλιον τῶν Ἐφετῶν ἐξέδωκε χθὲς τὸ βούλευμά του διὰ τὴν ὑπόθεσιν τῆς κλοπῆς τῶν τηλεγραφημάτων. <box>534 1552 782 1598</box>
article4-header <box>794 866 1560 970</box>
ad-dentist <box>296 1862 522 1967</box>
